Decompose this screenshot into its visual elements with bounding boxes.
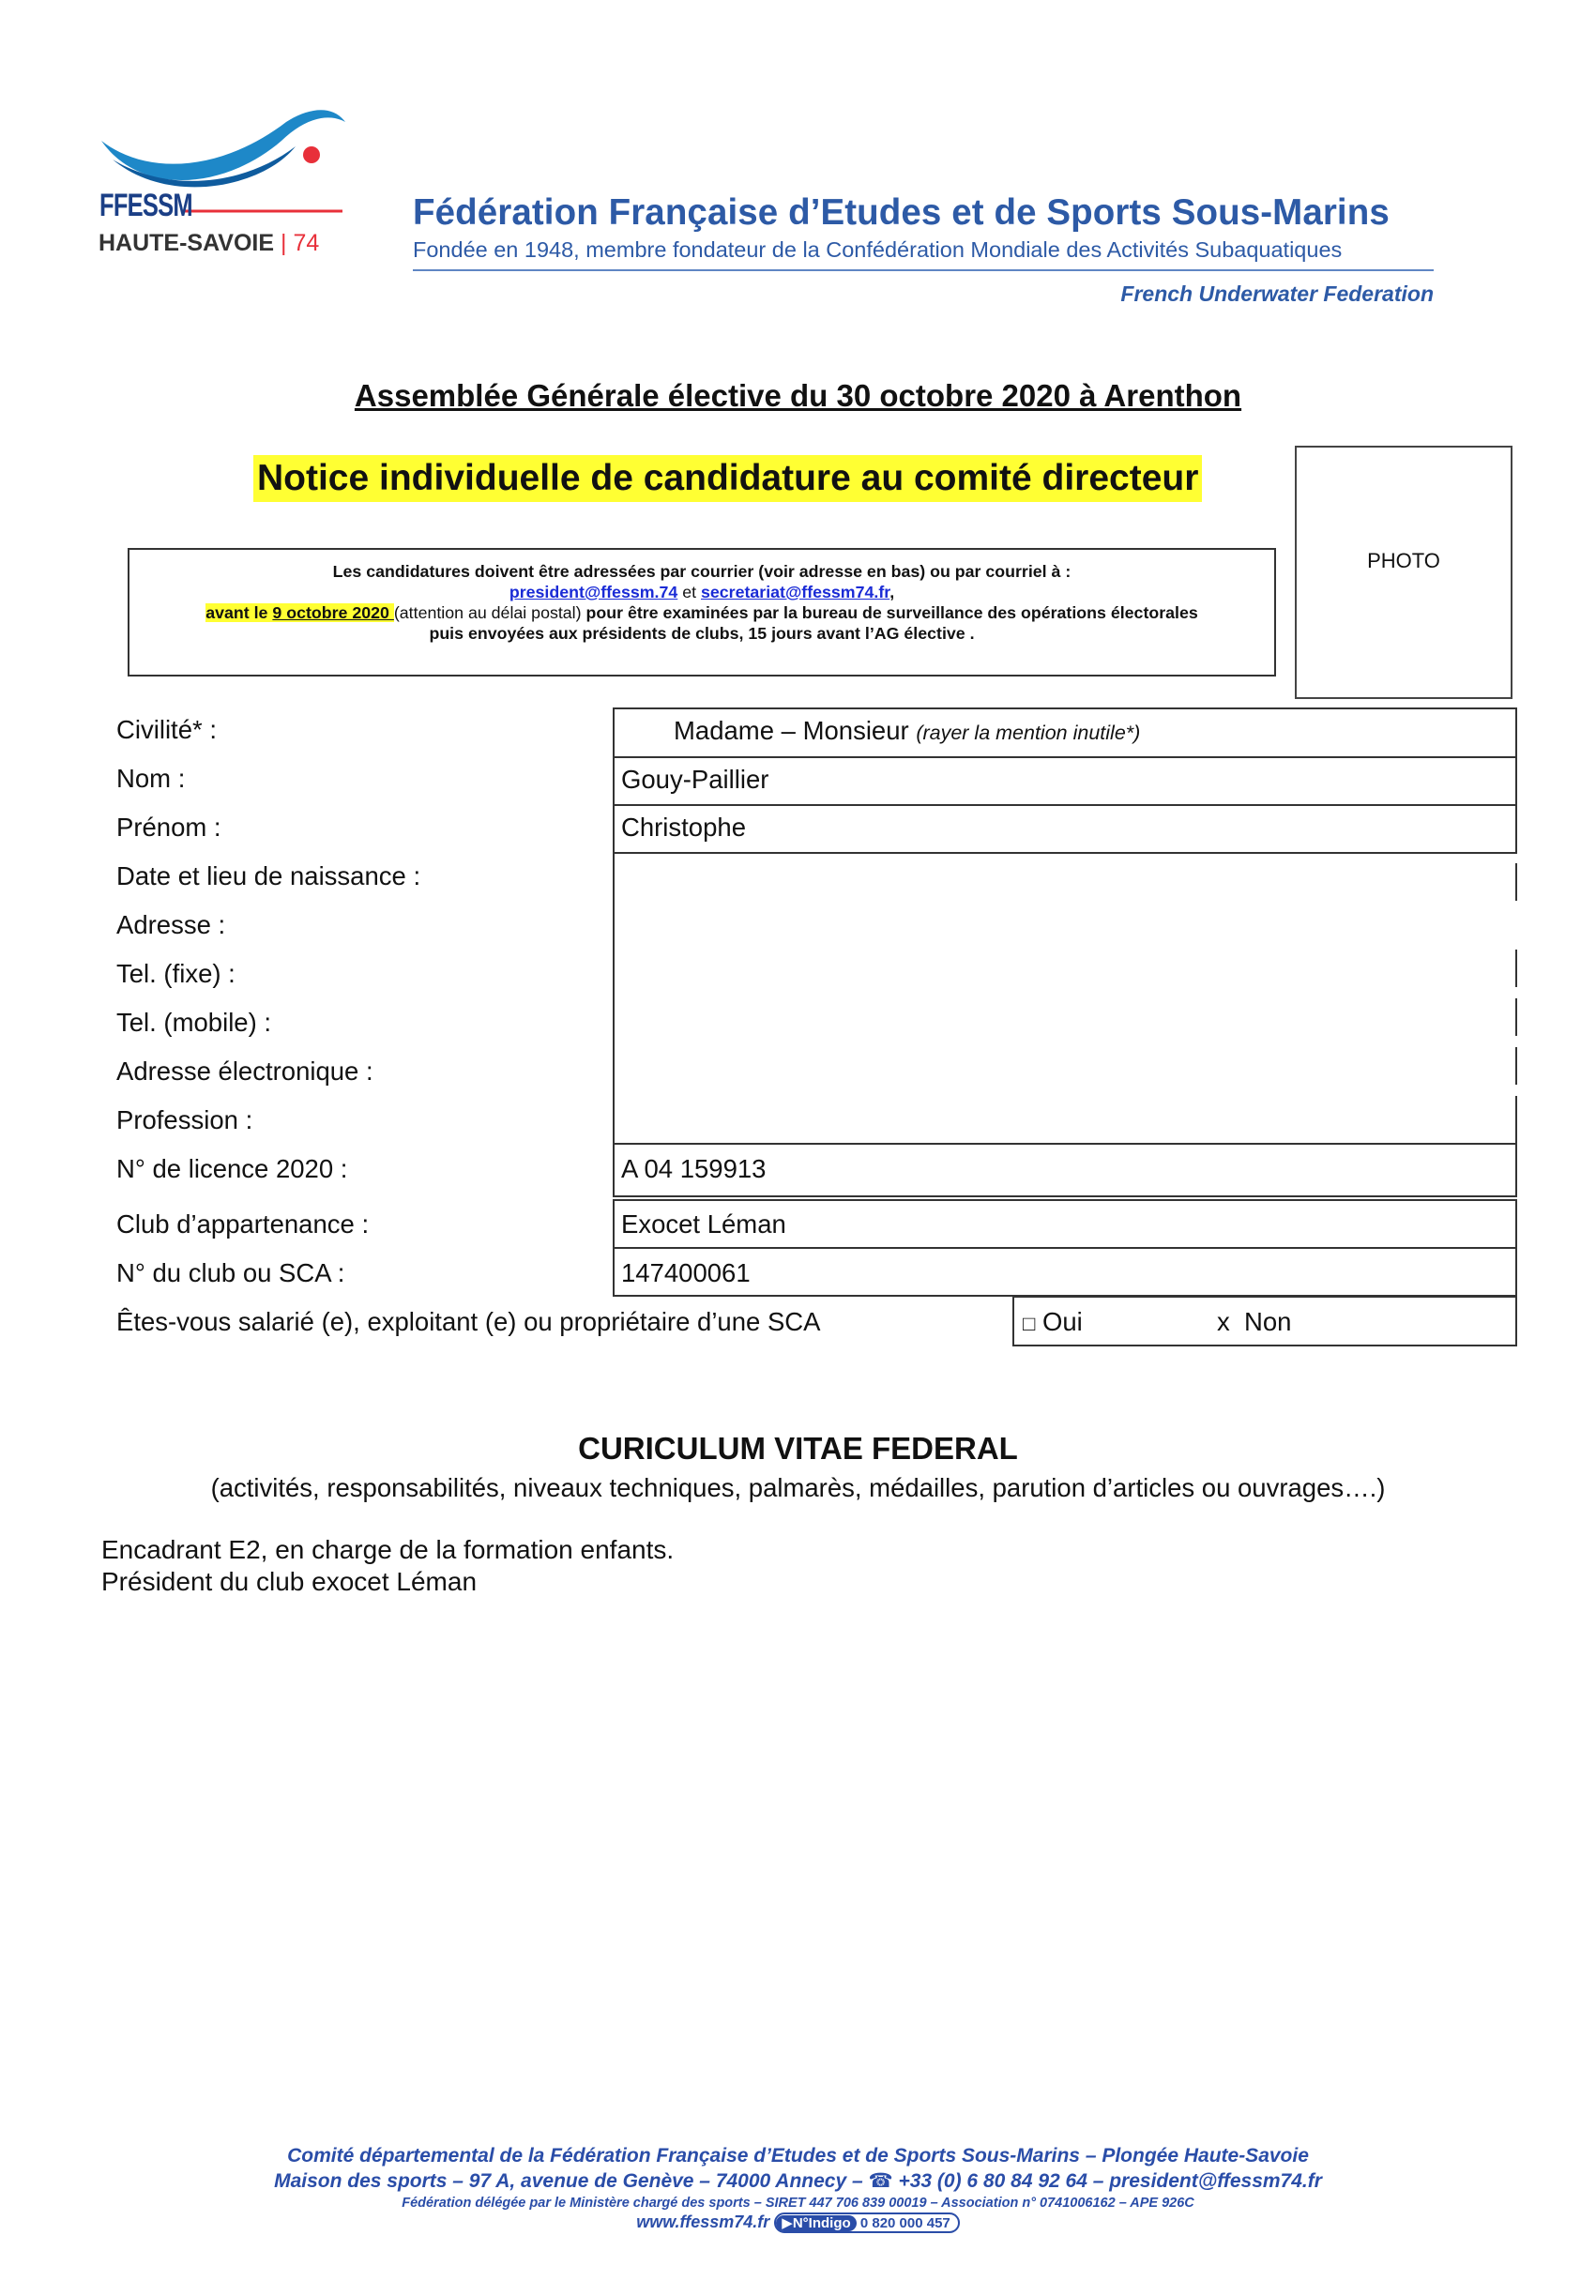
nom-value: Gouy-Paillier: [621, 765, 769, 794]
licence-value: A 04 159913: [621, 1154, 767, 1183]
label-licence: N° de licence 2020 :: [116, 1154, 348, 1183]
label-tel-fixe: Tel. (fixe) :: [116, 959, 236, 988]
label-email: Adresse électronique :: [116, 1057, 373, 1086]
postal-note: (attention au délai postal): [393, 603, 582, 622]
instructions-line-4: puis envoyées aux présidents de clubs, 15 jours avant l’AG élective .: [429, 624, 975, 643]
notice-title: Notice individuelle de candidature au comité directeur: [253, 455, 1202, 502]
secretariat-email-link[interactable]: secretariat@ffessm74.fr: [700, 583, 890, 601]
prenom-field[interactable]: [613, 804, 1517, 854]
cv-line-1: Encadrant E2, en charge de la formation enfants.: [101, 1535, 675, 1564]
cv-line-2: Président du club exocet Léman: [101, 1567, 478, 1596]
header-rule: [413, 269, 1434, 271]
club-number-value: 147400061: [621, 1258, 751, 1287]
logo-text-ffessm: FFESSM: [99, 188, 192, 223]
cv-title: CURICULUM VITAE FEDERAL: [578, 1431, 1018, 1466]
footer-line-3: Fédération délégée par le Ministère chargé des sports – SIRET 447 706 839 00019 – Association n° 0741006162 – APE 926C: [402, 2196, 1194, 2211]
instructions-line-2: [129, 583, 1274, 602]
tall-block-right-mark-2: [1515, 950, 1517, 987]
label-adresse: Adresse :: [116, 910, 226, 939]
non-checkmark-icon: x: [1217, 1307, 1230, 1336]
indigo-badge: [774, 2212, 959, 2233]
salarie-oui[interactable]: [1023, 1307, 1083, 1337]
ffessm-logo: [94, 103, 366, 281]
label-nom: Nom :: [116, 764, 186, 793]
label-club-number: N° du club ou SCA :: [116, 1258, 345, 1287]
instructions-line-3: [129, 603, 1274, 623]
footer-line-1: Comité départemental de la Fédération Française d’Etudes et de Sports Sous-Marins – Plongée Haute-Savoie: [287, 2145, 1309, 2167]
label-prenom: Prénom :: [116, 813, 221, 842]
indigo-number: 0 820 000 457: [859, 2215, 950, 2232]
label-profession: Profession :: [116, 1105, 253, 1134]
assembly-title: [0, 378, 1596, 414]
label-tel-mobile: Tel. (mobile) :: [116, 1008, 272, 1037]
logo-region-number: 74: [293, 230, 320, 256]
deadline-date: 9 octobre 2020: [272, 603, 394, 622]
federation-english: French Underwater Federation: [1120, 281, 1434, 306]
president-email-link[interactable]: president@ffessm.74: [509, 583, 678, 601]
assembly-title-text: Assemblée Générale élective du 30 octobre 2020 à Arenthon: [354, 378, 1242, 413]
label-salarie: Êtes-vous salarié (e), exploitant (e) ou propriétaire d’une SCA: [116, 1307, 821, 1336]
salarie-non[interactable]: [1217, 1307, 1291, 1337]
photo-label: PHOTO: [1367, 549, 1440, 572]
label-naissance: Date et lieu de naissance :: [116, 861, 421, 890]
tall-block-right-mark-3: [1515, 998, 1517, 1036]
examination-text: pour être examinées par la bureau de surveillance des opérations électorales: [581, 603, 1198, 622]
cv-subtitle: (activités, responsabilités, niveaux techniques, palmarès, médailles, parution d’articles ou ouvrages….): [210, 1473, 1386, 1502]
oui-label: Oui: [1041, 1307, 1083, 1336]
footer-line-2: Maison des sports – 97 A, avenue de Genève – 74000 Annecy – ☎ +33 (0) 6 80 84 92 64 – president@ffessm74.fr: [274, 2170, 1322, 2192]
footer-line-4: [0, 2212, 1596, 2233]
play-icon: ▶: [782, 2215, 793, 2232]
civilite-options: Madame – Monsieur: [674, 716, 909, 745]
civilite-value: [674, 716, 1140, 746]
federation-subtitle: Fondée en 1948, membre fondateur de la Confédération Mondiale des Activités Subaquatiques: [413, 237, 1343, 262]
comma-text: ,: [889, 583, 895, 601]
label-civilite: Civilité* :: [116, 715, 217, 744]
oui-checkbox-icon[interactable]: □: [1023, 1312, 1036, 1335]
federation-title: Fédération Française d’Etudes et de Sports Sous-Marins: [413, 192, 1390, 233]
logo-text-region: HAUTE-SAVOIE | 74: [99, 230, 320, 256]
instructions-line-1: Les candidatures doivent être adressées par courrier (voir adresse en bas) ou par courriel à :: [332, 562, 1072, 581]
tall-block-left-border: [613, 852, 615, 1145]
tall-block-right-mark-1: [1515, 863, 1517, 901]
non-label: Non: [1244, 1307, 1292, 1336]
prenom-value: Christophe: [621, 813, 746, 842]
tall-block-right-mark-5: [1515, 1096, 1517, 1143]
and-text: et: [677, 583, 701, 601]
club-value: Exocet Léman: [621, 1209, 786, 1239]
logo-region-name: HAUTE-SAVOIE: [99, 230, 275, 256]
label-club: Club d’appartenance :: [116, 1209, 370, 1239]
indigo-label: [776, 2215, 856, 2231]
deadline-prefix: avant le: [205, 603, 273, 622]
tall-block-right-mark-4: [1515, 1047, 1517, 1085]
instructions-box: [128, 548, 1276, 677]
footer-website[interactable]: www.ffessm74.fr: [636, 2212, 770, 2231]
civilite-note: (rayer la mention inutile*): [916, 722, 1141, 744]
indigo-label-text: N°Indigo: [792, 2215, 851, 2232]
